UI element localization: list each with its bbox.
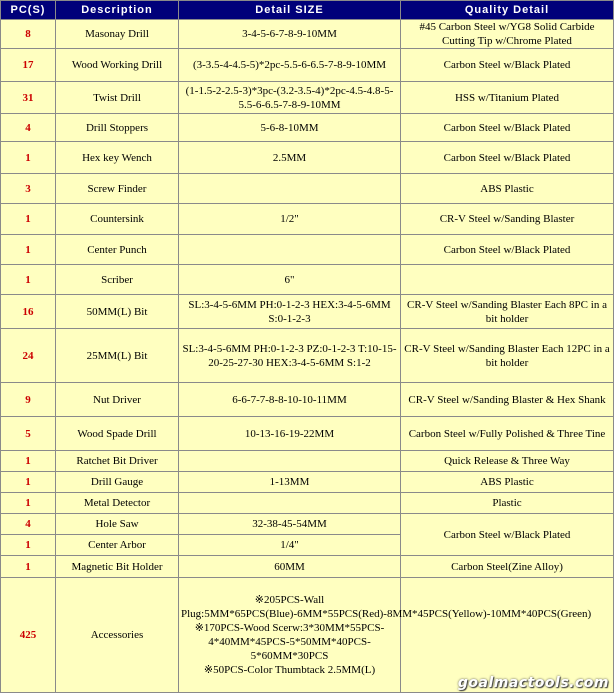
pcs-cell: 31 [1,82,56,114]
detail-cell: (3-3.5-4-4.5-5)*2pc-5.5-6-6.5-7-8-9-10MM [179,49,401,82]
detail-cell: (1-1.5-2-2.5-3)*3pc-(3.2-3.5-4)*2pc-4.5-4.8-5-5.5-6-6.5-7-8-9-10MM [179,82,401,114]
pcs-cell: 16 [1,295,56,329]
pcs-cell: 1 [1,142,56,174]
detail-cell: 60MM [179,556,401,578]
pcs-cell: 3 [1,174,56,204]
description-cell: Center Arbor [56,535,179,556]
pcs-cell: 1 [1,535,56,556]
description-cell: Screw Finder [56,174,179,204]
detail-cell: 32-38-45-54MM [179,514,401,535]
detail-cell: SL:3-4-5-6MM PH:0-1-2-3 HEX:3-4-5-6MM S:0-1-2-3 [179,295,401,329]
pcs-cell: 1 [1,493,56,514]
table-row [1,174,614,204]
pcs-cell: 1 [1,472,56,493]
pcs-cell: 9 [1,383,56,417]
pcs-cell: 1 [1,556,56,578]
description-cell: Twist Drill [56,82,179,114]
detail-cell: 10-13-16-19-22MM [179,417,401,451]
quality-cell: Plastic [401,493,614,514]
table-row [1,556,614,578]
accessory-line: ※170PCS-Wood Scerw:3*30MM*55PCS-4*40MM*45PCS-5*50MM*40PCS-5*60MM*30PCS [194,622,385,662]
header-row [1,1,614,20]
table-row [1,49,614,82]
pcs-cell: 4 [1,114,56,142]
table-row [1,295,614,329]
pcs-cell: 5 [1,417,56,451]
detail-cell: 6" [179,265,401,295]
quality-cell: Carbon Steel(Zine Alloy) [401,556,614,578]
quality-cell: Carbon Steel w/Black Plated [401,142,614,174]
quality-cell [401,265,614,295]
accessory-line: ※50PCS-Color Thumbtack 2.5MM(L) [203,664,376,676]
table-row [1,451,614,472]
quality-cell: Quick Release & Three Way [401,451,614,472]
description-cell: Masonay Drill [56,20,179,49]
quality-cell: Carbon Steel w/Fully Polished & Three Tine [401,417,614,451]
detail-cell: 1-13MM [179,472,401,493]
pcs-cell: 17 [1,49,56,82]
description-cell: Wood Spade Drill [56,417,179,451]
table-row [1,204,614,235]
pcs-cell: 1 [1,451,56,472]
table-row [1,265,614,295]
description-cell: Wood Working Drill [56,49,179,82]
detail-cell: 2.5MM [179,142,401,174]
detail-cell: SL:3-4-5-6MM PH:0-1-2-3 PZ:0-1-2-3 T:10-15-20-25-27-30 HEX:3-4-5-6MM S:1-2 [179,329,401,383]
detail-cell [179,174,401,204]
detail-cell: 1/4" [179,535,401,556]
table-row [1,514,614,535]
description-cell: Accessories [56,578,179,693]
description-cell: Drill Stoppers [56,114,179,142]
table-row [1,329,614,383]
quality-cell: CR-V Steel w/Sanding Blaster [401,204,614,235]
description-cell: 50MM(L) Bit [56,295,179,329]
table-row [1,114,614,142]
table-row [1,82,614,114]
table-row [1,472,614,493]
quality-cell: Carbon Steel w/Black Plated [401,49,614,82]
table-row [1,235,614,265]
description-cell: Center Punch [56,235,179,265]
quality-cell: CR-V Steel w/Sanding Blaster & Hex Shank [401,383,614,417]
quality-cell: Carbon Steel w/Black Plated [401,114,614,142]
description-cell: Countersink [56,204,179,235]
quality-cell: HSS w/Titanium Plated [401,82,614,114]
pcs-cell: 1 [1,265,56,295]
header-detail-size: Detail SIZE [179,1,401,20]
description-cell: Ratchet Bit Driver [56,451,179,472]
header-quality-detail: Quality Detail [401,1,614,20]
detail-cell [179,235,401,265]
description-cell: Nut Driver [56,383,179,417]
quality-cell: ABS Plastic [401,472,614,493]
header-pcs: PC(S) [1,1,56,20]
pcs-cell: 1 [1,235,56,265]
table-row [1,383,614,417]
description-cell: Hole Saw [56,514,179,535]
description-cell: Scriber [56,265,179,295]
description-cell: Metal Detector [56,493,179,514]
detail-cell: 6-6-7-7-8-8-10-10-11MM [179,383,401,417]
pcs-cell: 425 [1,578,56,693]
description-cell: Magnetic Bit Holder [56,556,179,578]
header-description: Description [56,1,179,20]
detail-cell: 3-4-5-6-7-8-9-10MM [179,20,401,49]
quality-cell: CR-V Steel w/Sanding Blaster Each 12PC in a bit holder [401,329,614,383]
quality-cell: CR-V Steel w/Sanding Blaster Each 8PC in a bit holder [401,295,614,329]
watermark-logo: goalmactools.com [457,675,609,691]
table-row [1,142,614,174]
description-cell: Drill Gauge [56,472,179,493]
accessory-line: ※205PCS-Wall Plug:5MM*65PCS(Blue)-6MM*55PCS(Red)-8MM*45PCS(Yellow)-10MM*40PCS(Green) [181,594,592,620]
quality-cell: Carbon Steel w/Black Plated [401,514,614,556]
detail-cell: 1/2" [179,204,401,235]
pcs-cell: 4 [1,514,56,535]
detail-cell: 5-6-8-10MM [179,114,401,142]
pcs-cell: 24 [1,329,56,383]
description-cell: Hex key Wench [56,142,179,174]
description-cell: 25MM(L) Bit [56,329,179,383]
quality-cell: ABS Plastic [401,174,614,204]
detail-cell [179,451,401,472]
table-row [1,493,614,514]
pcs-cell: 1 [1,204,56,235]
pcs-cell: 8 [1,20,56,49]
table-row [1,20,614,49]
quality-cell: Carbon Steel w/Black Plated [401,235,614,265]
table-row [1,417,614,451]
quality-cell: #45 Carbon Steel w/YG8 Solid Carbide Cutting Tip w/Chrome Plated [401,20,614,49]
detail-cell [179,493,401,514]
